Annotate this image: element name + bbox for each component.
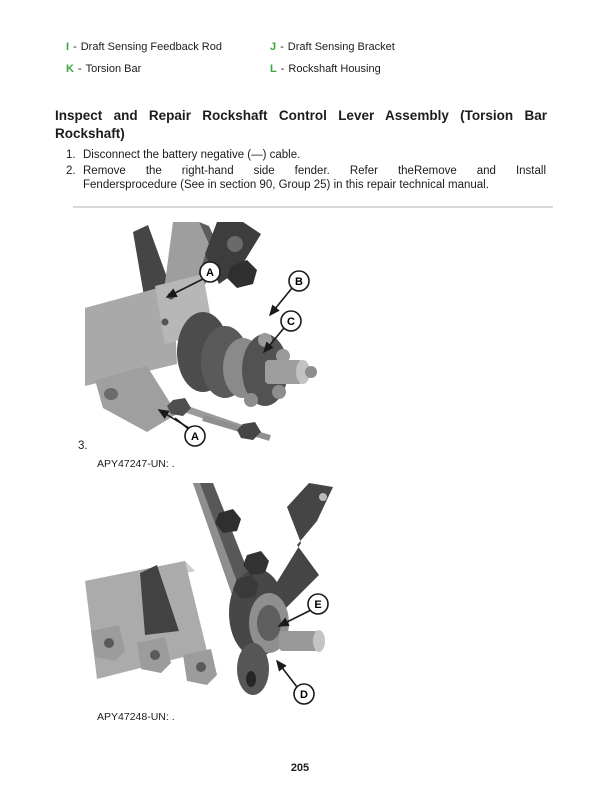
step-2-number: 2. [66, 165, 76, 177]
legend-item-i [66, 41, 222, 53]
legend-label: Rockshaft Housing [288, 63, 381, 75]
step-1-text: Disconnect the battery negative (—) cable. [83, 149, 301, 161]
step-2 [66, 164, 546, 192]
legend-letter: L [270, 63, 277, 75]
step-1-number: 1. [66, 149, 76, 161]
callout-a-top [200, 262, 220, 282]
svg-text:C: C [287, 316, 295, 328]
figure-1-caption: APY47247-UN: . [97, 458, 175, 470]
section-heading [55, 107, 547, 143]
callout-d [294, 684, 314, 704]
step-2-line2: Fendersprocedure (See in section 90, Group 25) in this repair technical manual. [83, 179, 489, 191]
arm-hole [319, 493, 327, 501]
legend-separator: - [280, 41, 284, 53]
page-number: 205 [290, 762, 310, 774]
callout-c [281, 311, 301, 331]
lower-flange-hole [246, 671, 256, 687]
section-heading-line2: Rockshaft) [55, 126, 125, 141]
figure-2-illustration [85, 483, 365, 708]
figure-1-illustration [85, 222, 365, 456]
figure-2-caption: APY47248-UN: . [97, 711, 175, 723]
legend-letter: K [66, 63, 74, 75]
svg-text:D: D [300, 689, 308, 701]
tab-hole-3 [196, 662, 206, 672]
svg-text:E: E [314, 599, 322, 611]
leader-d [277, 661, 297, 687]
flange-bolt-4 [244, 393, 258, 407]
step-3-number: 3. [78, 440, 88, 452]
svg-text:A: A [191, 431, 199, 443]
legend-separator: - [280, 63, 285, 75]
svg-text:B: B [295, 276, 303, 288]
step-1 [66, 148, 546, 162]
beam-hole [104, 388, 118, 400]
disc-core [257, 605, 281, 641]
legend-label: Draft Sensing Bracket [287, 41, 395, 53]
legend-label: Torsion Bar [85, 63, 142, 75]
flange-bolt-3 [272, 385, 286, 399]
bracket-hole-2 [162, 319, 169, 326]
legend-item-k [66, 63, 141, 75]
step-2-line1: Remove the right-hand side fender. Refer theRemove and Install [83, 165, 546, 177]
legend-letter: J [270, 41, 277, 53]
legend-label: Draft Sensing Feedback Rod [80, 41, 222, 53]
hub-stub [305, 366, 317, 378]
shaft-cap [313, 630, 325, 652]
tab-hole-1 [104, 638, 114, 648]
legend-item-l [270, 63, 381, 75]
section-divider [73, 206, 553, 208]
callout-b [289, 271, 309, 291]
washer-top [227, 236, 243, 252]
callout-e [308, 594, 328, 614]
tab-hole-2 [150, 650, 160, 660]
callout-a-bottom [185, 426, 205, 446]
legend-separator: - [73, 41, 77, 53]
lower-flange [237, 643, 269, 695]
legend-letter: I [66, 41, 70, 53]
legend-separator: - [77, 63, 82, 75]
svg-text:A: A [206, 267, 214, 279]
section-heading-line1: Inspect and Repair Rockshaft Control Lever Assembly (Torsion Bar [55, 108, 547, 123]
rod-2 [203, 418, 270, 438]
legend-item-j [270, 41, 395, 53]
